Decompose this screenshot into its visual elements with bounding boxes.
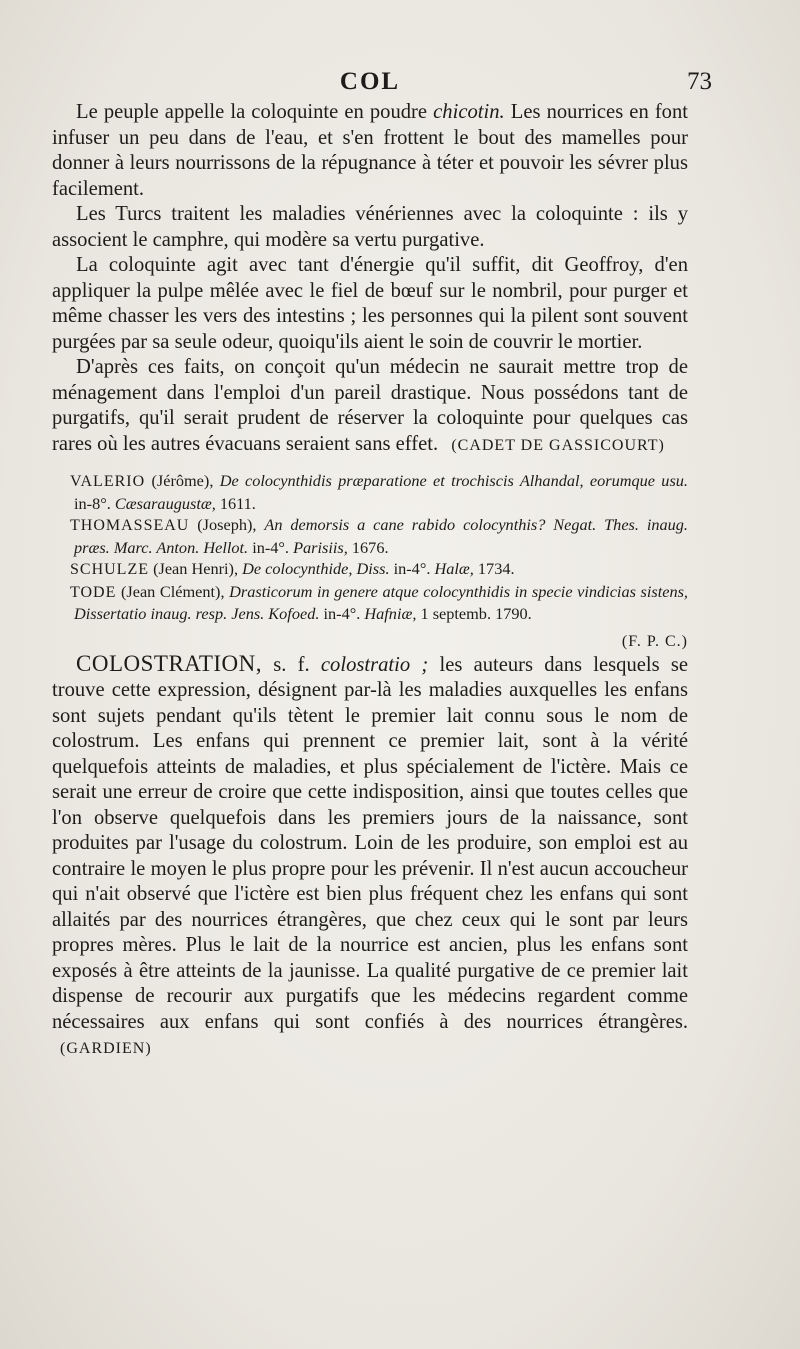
entry-signature: (GARDIEN) (60, 1040, 152, 1057)
paragraph-geoffroy: La coloquinte agit avec tant d'énergie qu'il suffit, dit Geoffroy, d'en appliquer la pulpe mêlée avec le fiel de bœuf sur le nombril, pour purger et même chasser les vers des intestins ; les personnes qui la pilent sont souvent purgées par sa seule odeur, quoiqu'ils aient le soin de couvrir le mortier. (52, 254, 688, 353)
bib-year: 1611. (215, 493, 256, 513)
bib-year: 1734. (473, 559, 515, 578)
bib-name: (Joseph), (189, 515, 265, 534)
bib-format: in-4°. (319, 604, 365, 623)
bib-year: 1 septemb. 1790. (416, 604, 532, 623)
bibliography-entry (52, 470, 688, 514)
entry-text: les auteurs dans lesquels se trouve cette expression, désignent par-là les maladies auxquelles les enfans sont sujets pendant qu'ils tètent le premier lait connu sous le nom de colostrum. Les enfans qui prennent ce premier lait, sont à la vérité quelquefois atteints de maladies, et plus spécialement de l'ictère. Mais ce serait une erreur de croire que cette indisposition, ainsi que toutes celles que l'on observe quelquefois dans les premiers jours de la naissance, sont produites par l'usage du colostrum. Loin de les produire, son emploi est au contraire le moyen le plus propre pour les prévenir. Il n'est aucun accoucheur qui n'ait observé que l'ictère est bien plus fréquent chez les enfans qui sont allaités par des nourrices étrangères, que chez ceux qui le sont par leurs propres mères. Plus le lait de la nourrice est ancien, plus les enfans sont exposés à être atteints de la jaunisse. La qualité purgative de ce premier lait dispense de recourir aux purgatifs que les médecins regardent comme nécessaires aux enfans qui sont confiés à des nourrices étrangères. (52, 653, 689, 1033)
bib-place: Cæsaraugustæ, (114, 493, 216, 513)
bib-place: Halæ, (434, 559, 474, 578)
bib-name: (Jean Clément), (116, 581, 230, 601)
entry-latin: colostratio ; (320, 653, 429, 676)
bib-author: SCHULZE (70, 561, 149, 578)
bib-format: in-4°. (248, 537, 294, 557)
entry-grammar: s. f. (262, 653, 321, 676)
paragraph-text: Le peuple appelle la coloquinte en poudre (76, 101, 434, 123)
paragraph-text: Les nourrices en font infuser un peu dans de l'eau, et s'en frottent le bout des mamelles pour donner à leurs nourrissons de la répugnance à téter et pouvoir les sévrer plus facilement. (52, 101, 689, 200)
italic-term: chicotin. (433, 101, 505, 123)
bib-author: VALERIO (70, 473, 146, 490)
bib-author: THOMASSEAU (70, 517, 190, 534)
bibliography-entry (52, 581, 688, 625)
paragraph-turcs: Les Turcs traitent les maladies vénériennes avec la coloquinte : ils y associent le camphre, qui modère sa vertu purgative. (52, 203, 688, 251)
bib-title: Drasticorum in genere atque colocynthidis in specie vindicias sistens, Dissertatio inaug. resp. Jens. Kofoed. (74, 581, 688, 623)
bib-title: De colocynthide, Diss. (242, 559, 390, 578)
bib-title: De colocynthidis præparatione et trochiscis Alhandal, eorumque usu. (219, 471, 688, 490)
page-number: 73 (687, 68, 712, 95)
entry-colostration (52, 651, 688, 1062)
running-head-title: COL (339, 68, 401, 95)
bib-author: TODE (70, 583, 117, 601)
bibliography-signature: (F. P. C.) (621, 632, 688, 650)
bibliography-entry (52, 558, 688, 581)
paragraph-drastique (52, 355, 688, 458)
bib-format: in-8°. (74, 493, 115, 513)
running-head (52, 68, 712, 100)
bib-place: Parisiis, (293, 537, 348, 557)
bib-place: Hafniæ, (364, 604, 417, 623)
bib-name: (Jérôme), (145, 471, 220, 490)
bib-title: An demorsis a cane rabido colocynthis? Negat. Thes. inaug. præs. Marc. Anton. Hellot. (74, 515, 689, 557)
bib-name: (Jean Henri), (149, 559, 243, 578)
paragraph-text: D'après ces faits, on conçoit qu'un médecin ne saurait mettre trop de ménagement dans l'emploi d'un pareil drastique. Nous possédons tant de purgatifs, qu'il serait prudent de réserver la coloquinte pour quelques cas rares où les autres évacuans seraient sans effet. (52, 356, 688, 455)
bib-format: in-4°. (389, 559, 435, 578)
paragraph-chicotin (52, 100, 688, 202)
bibliography-entry (52, 514, 688, 558)
bibliography (52, 470, 688, 651)
entry-headword: COLOSTRATION, (76, 650, 263, 676)
bib-year: 1676. (347, 537, 389, 557)
author-signature: (CADET DE GASSICOURT) (451, 436, 665, 454)
